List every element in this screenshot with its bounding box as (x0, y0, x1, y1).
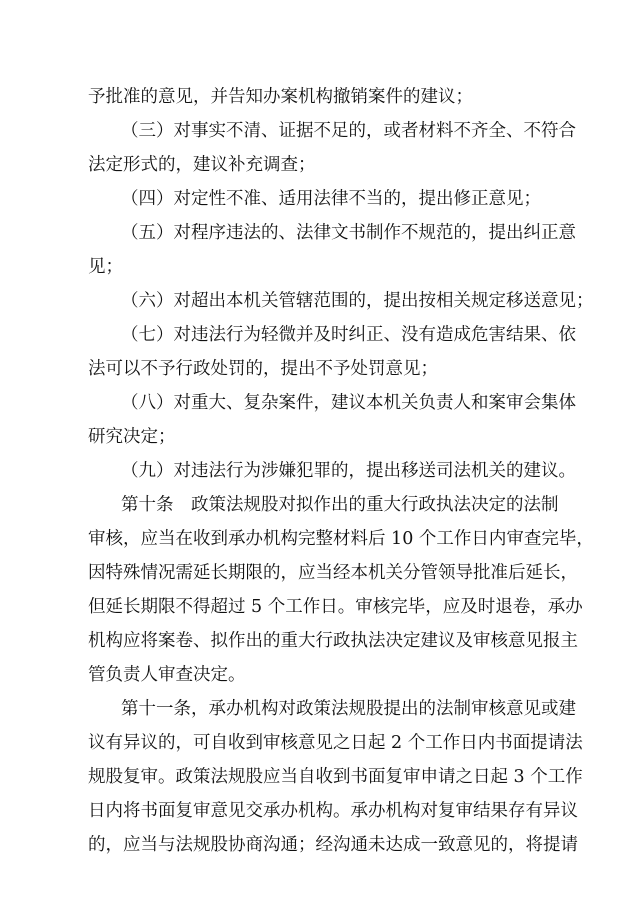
text-line: 机构应将案卷、拟作出的重大行政执法决定建议及审核意见报主 (88, 631, 578, 651)
text-line: 议有异议的，可自收到审核意见之日起 2 个工作日内书面提请法 (88, 733, 583, 753)
text-line: 审核，应当在收到承办机构完整材料后 10 个工作日内审查完毕， (88, 529, 594, 549)
text-line: 见； (88, 257, 123, 277)
text-line: 日内将书面复审意见交承办机构。承办机构对复审结果存有异议 (88, 801, 578, 821)
text-line: 但延长期限不得超过 5 个工作日。审核完毕，应及时退卷，承办 (88, 597, 583, 617)
text-line: （七）对违法行为轻微并及时纠正、没有造成危害结果、依 (121, 325, 576, 345)
text-line: （八）对重大、复杂案件，建议本机关负责人和案审会集体 (121, 393, 576, 413)
text-line: （六）对超出本机关管辖范围的，提出按相关规定移送意见； (121, 291, 594, 311)
text-line: 的，应当与法规股协商沟通；经沟通未达成一致意见的，将提请 (88, 835, 578, 855)
text-line: （三）对事实不清、证据不足的，或者材料不齐全、不符合 (121, 121, 576, 141)
text-line: （五）对程序违法的、法律文书制作不规范的，提出纠正意 (121, 223, 576, 243)
text-line: 规股复审。政策法规股应当自收到书面复审申请之日起 3 个工作 (88, 767, 583, 787)
text-line: 管负责人审查决定。 (88, 665, 246, 685)
text-line: 法可以不予行政处罚的，提出不予处罚意见； (88, 359, 438, 379)
text-line: 第十条 政策法规股对拟作出的重大行政执法决定的法制 (121, 495, 559, 515)
text-line: 因特殊情况需延长期限的，应当经本机关分管领导批准后延长， (88, 563, 578, 583)
text-line: 第十一条，承办机构对政策法规股提出的法制审核意见或建 (121, 699, 576, 719)
text-line: 研究决定； (88, 427, 176, 447)
text-line: （四）对定性不准、适用法律不当的，提出修正意见； (121, 189, 541, 209)
text-line: （九）对违法行为涉嫌犯罪的，提出移送司法机关的建议。 (121, 461, 576, 481)
text-line: 法定形式的，建议补充调查； (88, 155, 316, 175)
text-line: 予批准的意见，并告知办案机构撤销案件的建议； (88, 87, 473, 107)
